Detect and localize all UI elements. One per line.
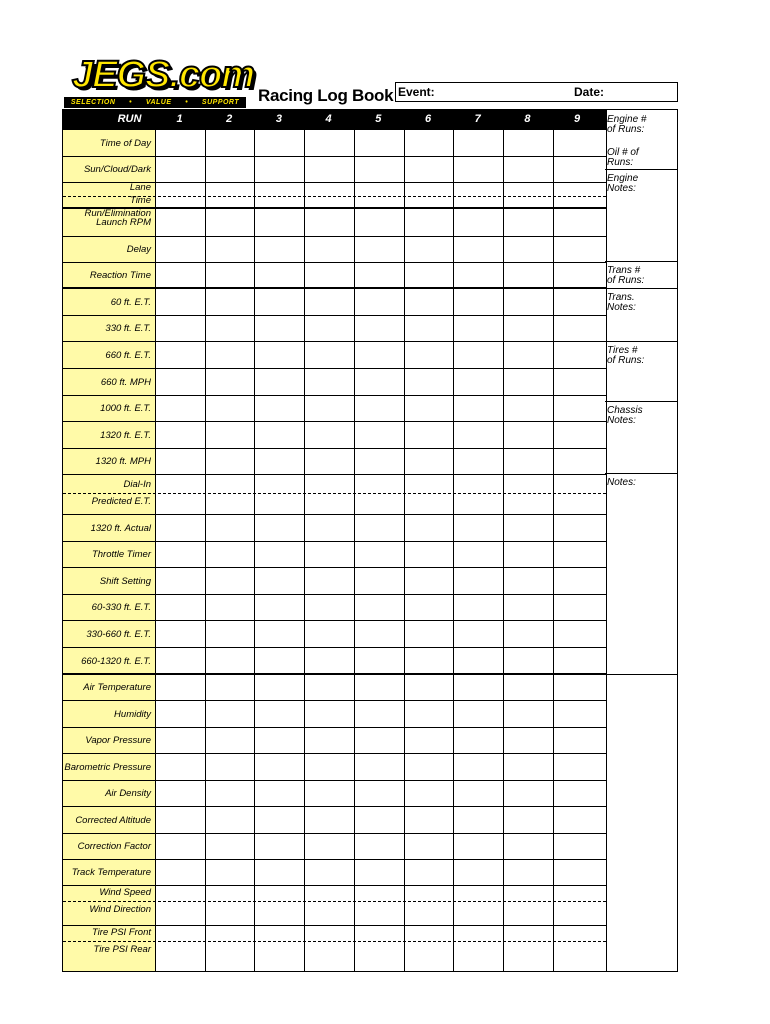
row-divider [63, 700, 606, 701]
row-label: Barometric Pressure [64, 761, 151, 773]
row-label-line2: Time Run/Elimination [84, 195, 151, 219]
row-label: 660 ft. MPH [100, 376, 151, 388]
row-label: 1320 ft. MPH [95, 456, 151, 467]
row-label-line2: Tire PSI Rear [93, 944, 151, 955]
row-label: 660-1320 ft. E.T. [81, 655, 151, 667]
event-date-box[interactable] [395, 82, 678, 102]
header-run-3: 3 [275, 113, 282, 125]
row-divider [63, 673, 606, 675]
row-label: 330-660 ft. E.T. [86, 628, 151, 640]
row-label: 60 ft. E.T. [110, 296, 151, 308]
row-divider [63, 368, 606, 369]
side-text-line: Engine # [607, 114, 647, 125]
side-text-line: Runs: [607, 157, 634, 168]
row-label-line1: Lane [129, 182, 151, 193]
side-text-line: Tires # [607, 345, 638, 356]
notes-divider [605, 401, 677, 402]
row-divider [63, 727, 606, 728]
notes-divider [605, 341, 677, 342]
notes-divider [605, 261, 677, 262]
row-divider [63, 474, 606, 475]
row-divider [63, 207, 606, 209]
row-divider [63, 421, 606, 422]
row-label: Sun/Cloud/Dark [83, 164, 151, 175]
notes-divider [605, 674, 677, 675]
dashed-divider [63, 941, 606, 942]
side-text-line: Engine [607, 173, 639, 184]
row-divider [63, 567, 606, 568]
side-text-line: Notes: [607, 477, 636, 488]
side-tires-runs[interactable] [607, 346, 644, 366]
row-label-line1: Tire PSI Front [91, 927, 151, 938]
header-run-6: 6 [424, 113, 432, 125]
row-divider [63, 925, 606, 926]
row-label: Throttle Timer [91, 549, 151, 560]
header-run-4: 4 [325, 113, 332, 125]
side-trans-notes[interactable] [607, 293, 636, 313]
row-label: Time of Day [99, 138, 151, 149]
row-divider [63, 156, 606, 157]
row-label-line2: Predicted E.T. [91, 496, 151, 507]
row-divider [63, 395, 606, 396]
row-divider [63, 262, 606, 263]
side-text-line: Notes: [607, 183, 636, 194]
row-label: Delay [126, 244, 151, 255]
row-divider [63, 287, 606, 289]
header-run-label: RUN [117, 113, 142, 125]
row-label: 1320 ft. Actual [90, 522, 151, 534]
header-run-7: 7 [474, 113, 481, 125]
notes-column [605, 109, 678, 972]
row-label-line1: Wind Speed [99, 887, 151, 898]
row-label: 60-330 ft. E.T. [91, 602, 151, 613]
row-label: 1000 ft. E.T. [100, 403, 151, 414]
row-label: Air Density [105, 788, 151, 799]
row-divider [63, 885, 606, 886]
side-text-line: Oil # of [607, 147, 639, 158]
row-divider [63, 315, 606, 316]
tagline-dot: • [185, 99, 189, 106]
row-divider [63, 647, 606, 648]
tagline-support: SUPPORT [201, 99, 240, 106]
row-label: 660 ft. E.T. [105, 349, 151, 361]
row-divider [63, 620, 606, 621]
side-oil-runs[interactable] [607, 148, 639, 168]
row-label: 330 ft. E.T. [105, 323, 151, 334]
side-text-line: Notes: [607, 302, 636, 313]
row-label: Humidity [114, 708, 151, 720]
row-label: Air Temperature [83, 682, 151, 693]
row-label: 1320 ft. E.T. [100, 429, 151, 441]
side-engine-runs[interactable] [607, 115, 646, 135]
notes-divider [605, 473, 677, 474]
side-trans-runs[interactable] [607, 266, 644, 286]
row-divider [63, 448, 606, 449]
row-label: Launch RPM [96, 217, 151, 228]
row-label: Correction Factor [77, 841, 151, 852]
tagline-value: VALUE [145, 99, 172, 106]
row-labels-column [63, 130, 156, 971]
row-divider [63, 236, 606, 237]
row-label: Track Temperature [71, 867, 151, 878]
run-log-table [62, 109, 607, 972]
side-text-line: Notes: [607, 415, 636, 426]
row-label: Vapor Pressure [85, 735, 151, 746]
side-engine-notes[interactable] [607, 174, 638, 194]
jegs-logo [62, 54, 255, 108]
side-text-line: Trans. [607, 292, 635, 303]
table-header [63, 110, 606, 130]
row-divider [63, 780, 606, 781]
side-text-line: Chassis [607, 405, 643, 416]
dashed-divider [63, 493, 606, 494]
logo-wordmark: JEGS.com [72, 54, 255, 96]
header-run-2: 2 [226, 113, 233, 125]
row-divider [63, 541, 606, 542]
row-label-line1: Dial-In [123, 479, 151, 490]
page-title: Racing Log Book [258, 86, 394, 105]
row-label: Shift Setting [99, 575, 151, 587]
side-text-line: Trans # [607, 265, 641, 276]
row-label: Corrected Altitude [75, 814, 151, 826]
row-label: Reaction Time [89, 270, 151, 281]
row-divider [63, 514, 606, 515]
notes-divider [605, 169, 677, 170]
row-divider [63, 341, 606, 342]
tagline-dot: • [129, 99, 133, 106]
row-divider [63, 594, 606, 595]
date-label: Date: [574, 85, 605, 99]
row-divider [63, 182, 606, 183]
side-notes[interactable] [607, 478, 636, 488]
event-label: Event: [398, 85, 435, 99]
logo-brand [62, 54, 255, 96]
side-text-line: of Runs: [607, 275, 645, 286]
header-run-5: 5 [375, 113, 382, 125]
row-label-line2: Wind Direction [89, 904, 151, 915]
header-run-1: 1 [176, 113, 183, 125]
logo-tagline [64, 97, 246, 108]
row-divider [63, 753, 606, 754]
row-divider [63, 806, 606, 807]
row-divider [63, 833, 606, 834]
notes-divider [605, 288, 677, 289]
row-divider [63, 859, 606, 860]
side-text-line: of Runs: [607, 124, 645, 135]
dashed-divider [63, 901, 606, 902]
header-run-8: 8 [524, 113, 531, 125]
side-text-line: of Runs: [607, 355, 645, 366]
side-chassis-notes[interactable] [607, 406, 643, 426]
header-run-9: 9 [574, 113, 581, 125]
dashed-divider [63, 196, 606, 197]
tagline-selection: SELECTION [70, 99, 116, 106]
